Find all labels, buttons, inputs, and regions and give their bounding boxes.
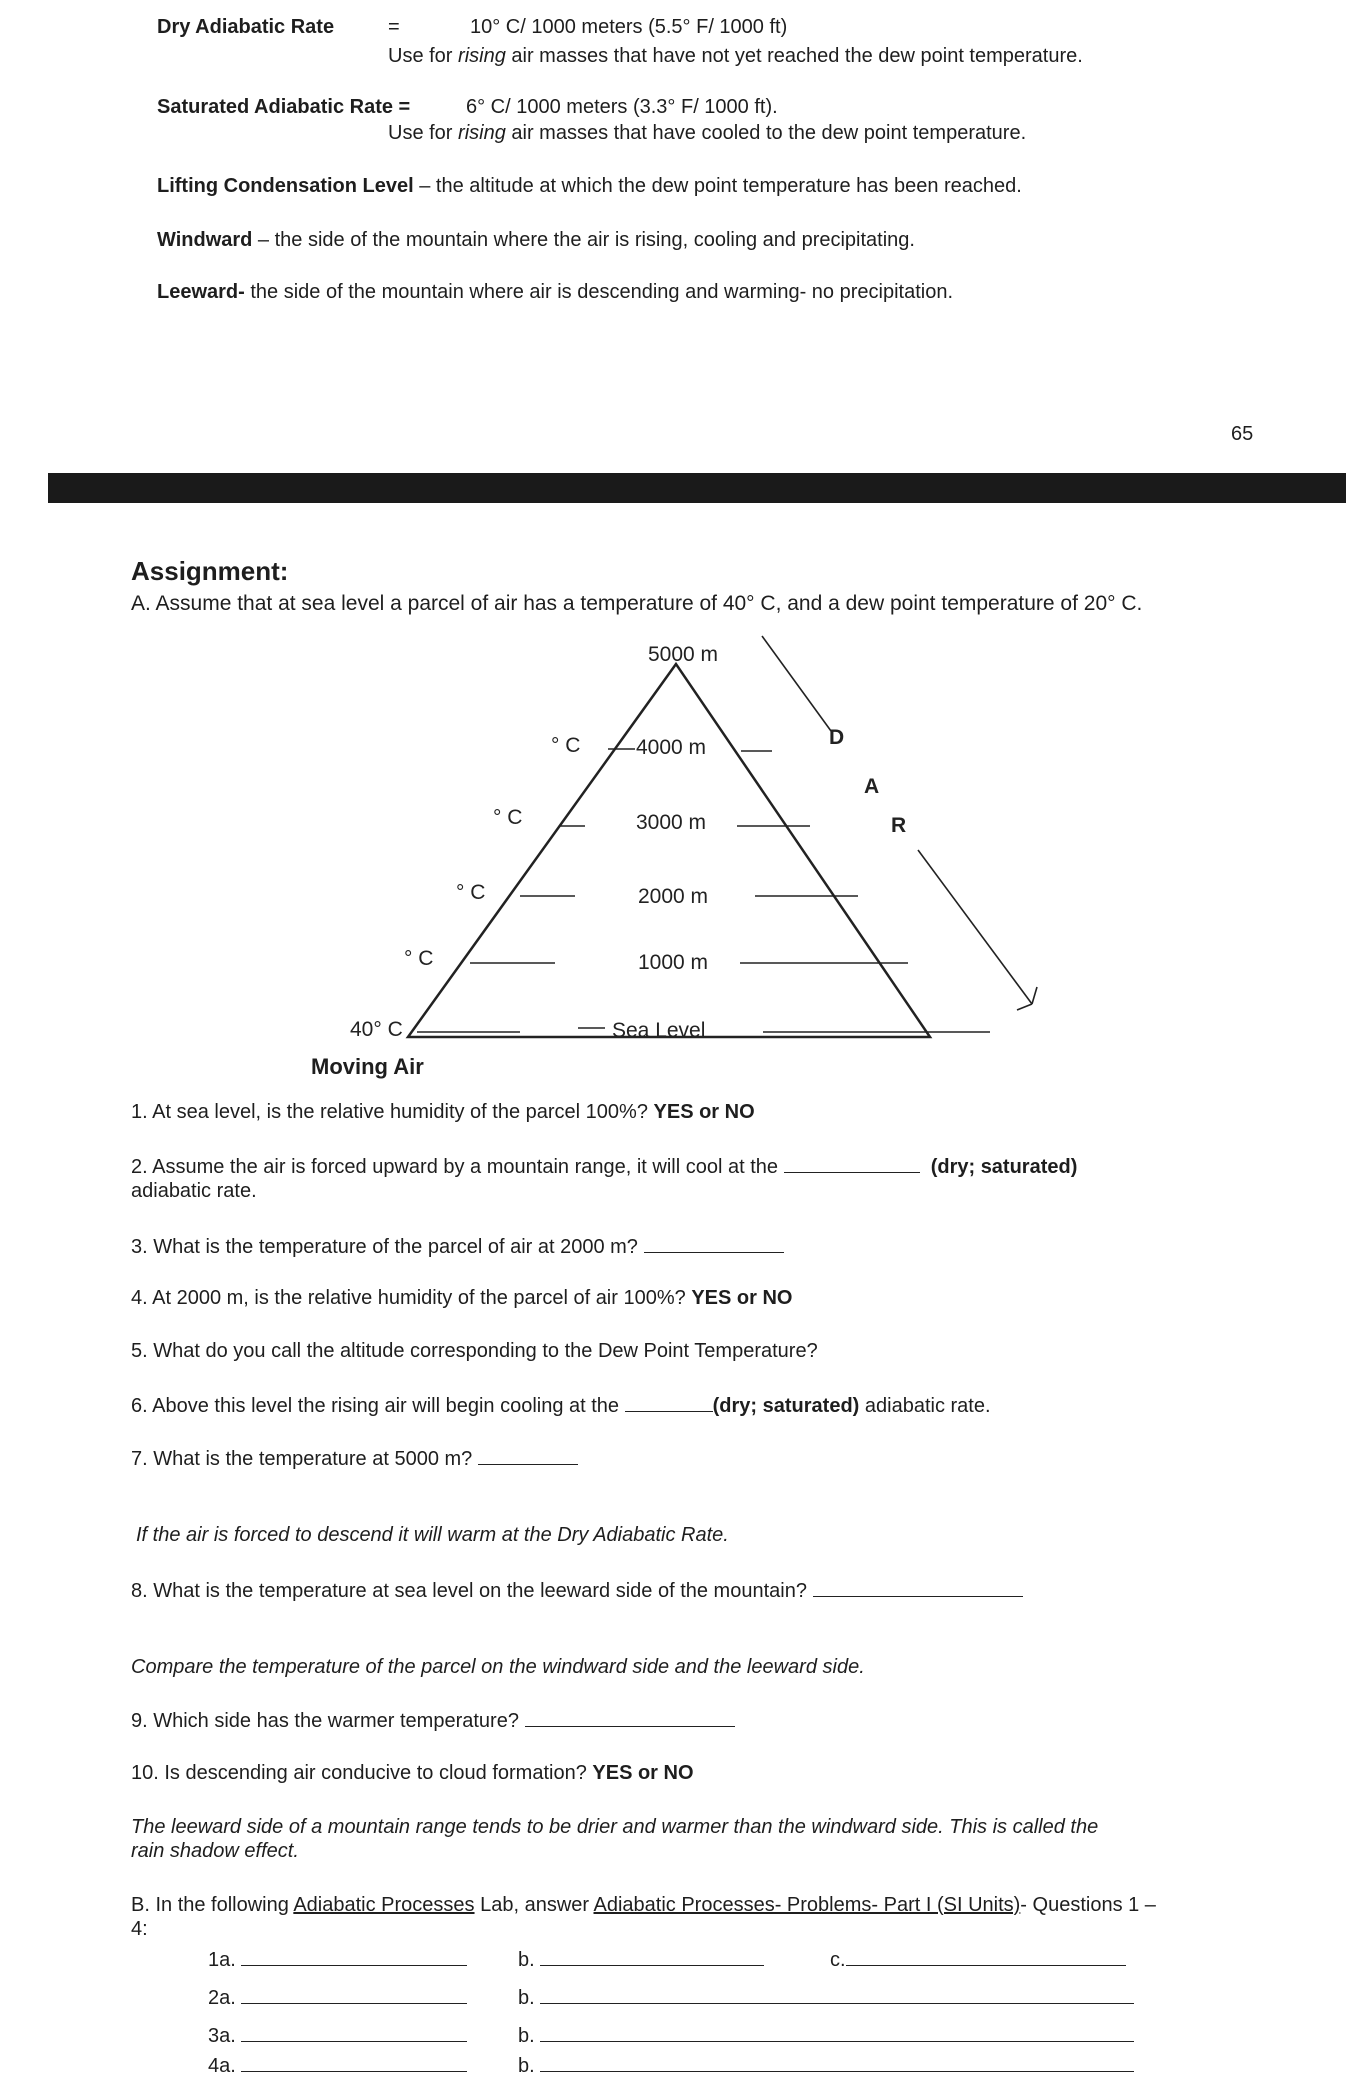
- compare-note: Compare the temperature of the parcel on the windward side and the leeward side.: [131, 1656, 865, 1678]
- saturated-adiabatic-rate-label: Saturated Adiabatic Rate =: [157, 96, 411, 118]
- question-3: 3. What is the temperature of the parcel of air at 2000 m?: [131, 1234, 784, 1259]
- sea-level-label: Sea Level: [612, 1019, 706, 1042]
- question-7: 7. What is the temperature at 5000 m?: [131, 1446, 578, 1471]
- q8-answer-blank[interactable]: [813, 1578, 1023, 1597]
- draw-letter-r: R: [891, 814, 907, 837]
- down-arrow-head-right: [1032, 987, 1037, 1004]
- assignment-intro: A. Assume that at sea level a parcel of air has a temperature of 40° C, and a dew point temperature of 20° C.: [131, 592, 1143, 615]
- sea-level-temp-label: 40° C: [350, 1018, 403, 1041]
- dry-adiabatic-rate-usage: Use for rising air masses that have not yet reached the dew point temperature.: [388, 45, 1083, 67]
- descend-note: If the air is forced to descend it will warm at the Dry Adiabatic Rate.: [136, 1524, 729, 1546]
- question-1: 1. At sea level, is the relative humidity of the parcel 100%? YES or NO: [131, 1101, 755, 1123]
- dry-adiabatic-rate-value: 10° C/ 1000 meters (5.5° F/ 1000 ft): [470, 16, 788, 38]
- mountain-triangle: [408, 664, 930, 1037]
- dry-adiabatic-rate-equals: =: [388, 16, 400, 38]
- answer-4a: 4a.: [208, 2053, 467, 2078]
- q3-answer-blank[interactable]: [644, 1234, 784, 1253]
- level-3000m-label: 3000 m: [636, 811, 707, 834]
- q6-answer-blank[interactable]: [625, 1393, 713, 1412]
- temp-2000m-unit: ° C: [456, 881, 486, 904]
- temp-4000m-unit: ° C: [551, 734, 581, 757]
- windward-definition: Windward – the side of the mountain where the air is rising, cooling and precipitating.: [157, 229, 915, 251]
- answer-2a-blank[interactable]: [241, 1985, 467, 2004]
- question-8: 8. What is the temperature at sea level on the leeward side of the mountain?: [131, 1578, 1023, 1603]
- part-b-instructions-tail: 4:: [131, 1918, 148, 1940]
- rain-shadow-note-line-1: The leeward side of a mountain range tends to be drier and warmer than the windward side. This is called the: [131, 1816, 1099, 1838]
- rain-shadow-note-line-2: rain shadow effect.: [131, 1840, 299, 1862]
- temp-3000m-unit: ° C: [493, 806, 523, 829]
- answer-2b-blank[interactable]: [540, 1985, 1134, 2004]
- question-2-tail: adiabatic rate.: [131, 1180, 257, 1202]
- question-5: 5. What do you call the altitude corresponding to the Dew Point Temperature?: [131, 1340, 818, 1362]
- draw-letter-d: D: [829, 726, 845, 749]
- part-b-instructions: B. In the following Adiabatic Processes Lab, answer Adiabatic Processes- Problems- Part I (SI Units)- Questions 1 –: [131, 1894, 1156, 1916]
- saturated-adiabatic-rate-value: 6° C/ 1000 meters (3.3° F/ 1000 ft).: [466, 96, 778, 118]
- answer-3b-blank[interactable]: [540, 2023, 1134, 2042]
- answer-4b: b.: [518, 2053, 1134, 2078]
- question-6: 6. Above this level the rising air will begin cooling at the (dry; saturated) adiabatic rate.: [131, 1395, 991, 1417]
- level-1000m-label: 1000 m: [638, 951, 709, 974]
- q9-answer-blank[interactable]: [525, 1708, 735, 1727]
- page-number: 65: [1231, 423, 1254, 445]
- question-10: 10. Is descending air conducive to cloud formation? YES or NO: [131, 1762, 694, 1784]
- answer-3b: b.: [518, 2023, 1134, 2048]
- adiabatic-processes-link[interactable]: Adiabatic Processes: [293, 1894, 475, 1916]
- moving-air-label: Moving Air: [311, 1054, 424, 1079]
- saturated-adiabatic-rate-usage: Use for rising air masses that have cooled to the dew point temperature.: [388, 122, 1027, 144]
- answer-1a: 1a.: [208, 1947, 467, 1972]
- peak-5000m-label: 5000 m: [648, 643, 719, 666]
- answer-1b: b.: [518, 1947, 764, 1972]
- answer-4a-blank[interactable]: [241, 2053, 467, 2072]
- down-arrow-top-stroke: [762, 636, 831, 731]
- assignment-heading: Assignment:: [131, 556, 289, 586]
- q7-answer-blank[interactable]: [478, 1446, 578, 1465]
- question-2: 2. Assume the air is forced upward by a mountain range, it will cool at the (dry; saturated): [131, 1156, 1078, 1178]
- answer-1b-blank[interactable]: [540, 1947, 764, 1966]
- down-arrow-head-left: [1017, 1004, 1032, 1010]
- dry-adiabatic-rate-label: Dry Adiabatic Rate: [157, 16, 335, 38]
- question-4: 4. At 2000 m, is the relative humidity of the parcel of air 100%? YES or NO: [131, 1287, 793, 1309]
- answer-1c: c.: [830, 1947, 1126, 1972]
- answer-2a: 2a.: [208, 1985, 467, 2010]
- answer-2b: b.: [518, 1985, 1134, 2010]
- answer-4b-blank[interactable]: [540, 2053, 1134, 2072]
- answer-1a-blank[interactable]: [241, 1947, 467, 1966]
- draw-letter-a: A: [864, 775, 880, 798]
- q2-answer-blank[interactable]: [784, 1154, 920, 1173]
- leeward-definition: Leeward- the side of the mountain where air is descending and warming- no precipitation.: [157, 281, 953, 303]
- lifting-condensation-level-definition: Lifting Condensation Level – the altitude at which the dew point temperature has been reached.: [157, 175, 1022, 197]
- answer-3a: 3a.: [208, 2023, 467, 2048]
- answer-3a-blank[interactable]: [241, 2023, 467, 2042]
- level-4000m-label: 4000 m: [636, 736, 707, 759]
- question-9: 9. Which side has the warmer temperature?: [131, 1708, 735, 1733]
- answer-1c-blank[interactable]: [846, 1947, 1126, 1966]
- temp-1000m-unit: ° C: [404, 947, 434, 970]
- level-2000m-label: 2000 m: [638, 885, 709, 908]
- down-arrow-shaft: [918, 850, 1032, 1004]
- adiabatic-problems-link[interactable]: Adiabatic Processes- Problems- Part I (SI Units): [593, 1894, 1021, 1916]
